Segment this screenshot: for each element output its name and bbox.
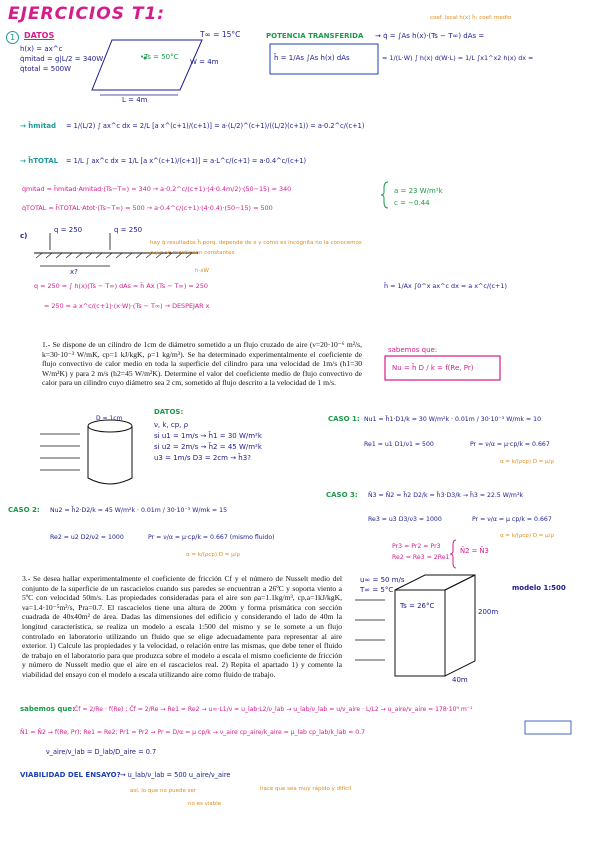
x-label: x? — [70, 268, 78, 276]
caso2-heading: CASO 2: — [8, 506, 40, 514]
hbar-def: h̄ = 1/As ∫As h(x) dAs — [274, 54, 350, 62]
caso1-nu: Nu1 = h̄1·D1/k = 30 W/m²k · 0.01m / 30·10⁻³ W/mk = 10 — [364, 416, 542, 423]
cf-eq: C̄f = 2/Re · f(Re) ; C̄f = 2/Re → Re1 = Re2 → u∞·L1/ν = u_lab·L2/ν_lab → u_lab/ν_lab = u/ν_aire · L/L2 → u_aire/ν_aire = 178·10⁹ m⁻¹ — [74, 706, 473, 713]
caso3-alpha-note: α = k/(ρcp) D = μ/ρ — [500, 533, 554, 539]
problem1-text: 1.- Se dispone de un cilindro de 1cm de diámetro sometido a un flujo cruzado de aire (ν=20·10⁻⁶ m²/s, k=30·10⁻³ W/mK, cp=1 kJ/kgK, ρ=1 kg/m³). Se ha determinado experimentalmente el coeficiente de flujo convectivo de calor medio en toda la superficie del cilindro para una velocidad de 1m/s (h1=30 W/m²K) y para 2 m/s (h2=45 W/m²K). Determine el valor del coeficiente medio de flujo convectivo de calor para un cilindro cuyo diámetro sea 2 cm, sometido al flujo descrito a la velocidad de 1 m/s. — [42, 340, 362, 388]
result-a: a = 23 W/m²k — [394, 187, 443, 195]
part-c-note1: hay q̇ resultados h̄ porq. depende de x y como es incógnita no la conocemos — [150, 240, 362, 246]
ts3-label: Ts = 26°C — [400, 602, 435, 610]
caso3-result: N̄2 = N̄3 — [460, 547, 489, 555]
ratio-box — [525, 721, 571, 734]
section-number: 1 — [6, 31, 19, 44]
caso1-alpha-note: α = k/(ρcp) D = μ/ρ — [500, 459, 554, 465]
hmitad-eq: = 1/(L/2) ∫ ax^c dx = 2/L [a x^(c+1)/(c+1)] = a·(L/2)^(c+1)/((L/2)(c+1)) = a·0.2^c/(c+1) — [66, 122, 365, 130]
hxw-note: h·xW — [195, 268, 209, 274]
result-brace — [381, 182, 388, 208]
part-c-label: c) — [20, 232, 28, 240]
caso3-brace — [450, 540, 456, 568]
viabilidad-eq: → u_lab/ν_lab = 500 u_aire/ν_aire — [120, 771, 231, 779]
given-qtotal: q̇total = 500W — [20, 65, 72, 73]
caso2-nu: Nu2 = h̄2·D2/k = 45 W/m²k · 0.01m / 30·10⁻³ W/mk = 15 — [50, 507, 228, 514]
caso1-heading: CASO 1: — [328, 415, 360, 423]
datos-1-item: si u2 = 2m/s → h̄2 = 45 W/m²k — [154, 443, 262, 451]
ratio-eq: ν_aire/ν_lab = D_lab/D_aire = 0.7 — [46, 748, 157, 756]
caso2-pr: Pr = ν/α = μ·cp/k = 0.667 (mismo fluido) — [148, 534, 275, 541]
caso3-pr: Pr = ν/α = μ cp/k = 0.667 — [472, 516, 552, 523]
given-h: h(x) = ax^c — [20, 45, 63, 53]
tinf3-label: T∞ = 5°C — [360, 586, 394, 594]
flow-arrows-1 — [40, 434, 80, 470]
height-label: 200m — [478, 608, 499, 616]
hbar-eq: = 1/(L·W) ∫ h(x) d(W·L) = 1/L ∫x1^x2 h(x) dx = — [382, 54, 534, 62]
sabemos-3: sabemos que: — [20, 705, 75, 713]
caso3-eq2: Re2 = Re3 = 2Re1 — [392, 554, 450, 561]
cyl-d-label: D = 1cm — [96, 415, 123, 422]
q250-b: q = 250 — [114, 226, 143, 234]
datos-1-item: u3 = 1m/s D3 = 2cm → h̄3? — [154, 454, 251, 462]
datos-heading: DATOS — [24, 31, 55, 40]
qmitad-eq: q̇mitad = h̄mitad·Amitad·(Ts−T∞) = 340 → a·0.2^c/(c+1)·(4·0.4m/2)·(50−15) = 340 — [22, 185, 292, 193]
building-top — [395, 575, 475, 590]
note-coef: coef. local h(x) h̄: coef. medio — [430, 15, 512, 21]
ts-label: •Ts = 50°C — [140, 53, 179, 61]
nu-definition: Nu = h̄ D / k = f(Re, Pr) — [392, 364, 474, 372]
tinf-label: T∞ = 15°C — [200, 30, 241, 39]
uinf-label: u∞ = 50 m/s — [360, 576, 405, 584]
modelo-label: modelo 1:500 — [512, 584, 566, 592]
caso1-re: Re1 = u1 D1/ν1 = 500 — [364, 441, 434, 448]
w-label: W = 4m — [190, 58, 219, 66]
page-title: EJERCICIOS T1: — [8, 4, 166, 24]
building-side — [445, 575, 475, 676]
width-label: 40m — [452, 676, 468, 684]
viabilidad-note3: así, lo que no puede ser — [130, 788, 197, 794]
datos-1-list — [154, 420, 262, 464]
potencia-eq: → q̇ = ∫As h(x)·(Ts − T∞) dAs = — [375, 32, 485, 40]
potencia-heading: POTENCIA TRANSFERIDA — [266, 32, 364, 40]
caso3-eq1: Pr3 = Pr2 = Pr3 — [392, 543, 441, 550]
viabilidad-note2: no es viable — [188, 801, 222, 807]
flow-arrows-3 — [355, 600, 385, 660]
htotal-eq: = 1/L ∫ ax^c dx = 1/L [a x^(c+1)/(c+1)] = a·L^c/(c+1) = a·0.4^c/(c+1) — [66, 157, 307, 165]
sabemos-1: sabemos que: — [388, 346, 438, 354]
problem3-text: 3.- Se desea hallar experimentalmente el coeficiente de fricción Cf y el número de Nusselt medio del conjunto de la superficie de un rascacielos cuando sus paredes se encuentran a 26ºC y soporta viento a 5ºC con velocidad 50m/s. Las propiedades consideradas para el aire son ρa=1.1kg/m³, cp,a=1kJ/kgK, νa=1.4·10⁻⁵m²/s, Pra=0.7. El rascacielos tiene una altura de 200m y forma prismática con sección cuadrada de 40x40m² de área. Dadas las dimensiones del edificio y considerando el lado de 40m la longitud característica, se realiza un modelo a escala 1:500 del mismo y se le somete a un flujo controlado en laboratorio utilizando un fluido que se elige adecuadamente para representar al aire exterior. 1) Calcule las propiedades y la velocidad, o relación entre las mismas, que debe tener el fluido de trabajo en el laboratorio para que produzca sobre el modelo a escala el mismo coeficiente de fricción y número de Nusselt medio que el aire en el rascacielos real. 2) Repita el apartado 1) y comente la viabilidad del ensayo con el modelo a escala utilizando aire como fluido de trabajo. — [22, 574, 342, 679]
q250-a: q = 250 — [54, 226, 83, 234]
datos-1-heading: DATOS: — [154, 408, 184, 416]
given-qmitad: q̇mitad = g|L/2 = 340W — [20, 55, 104, 63]
plate-shape — [92, 40, 202, 90]
htotal-label: → h̄TOTAL — [20, 157, 59, 165]
viabilidad-heading: VIABILIDAD DEL ENSAYO? — [20, 771, 121, 779]
part-c-note2: a y c se mantienen constantes — [150, 250, 235, 256]
caso2-alpha-note: α = k/(ρcp) D = μ/ρ — [186, 552, 240, 558]
caso3-heading: CASO 3: — [326, 491, 358, 499]
caso1-pr: Pr = ν/α = μ·cp/k = 0.667 — [470, 441, 550, 448]
viabilidad-note1: hace que sea muy rápido y difícil — [260, 786, 352, 792]
datos-1-item: si u1 = 1m/s → h̄1 = 30 W/m²k — [154, 432, 262, 440]
part-c-eq: q = 250 = ∫ h(x)(Ts − T∞) dAs = h̄ Ax (Ts − T∞) = 250 — [34, 282, 208, 290]
hbar-c: h̄ = 1/Ax ∫0^x ax^c dx = a x^c/(c+1) — [384, 282, 507, 290]
caso3-nu: N̄3 = N̄2 = h̄2 D2/k = h̄3·D3/k → h̄3 = 22.5 W/m²k — [368, 492, 524, 499]
hmitad-label: → h̄mitad — [20, 122, 57, 130]
nu-eq-3: N̄1 = N̄2 → f(Re, Pr); Re1 = Re2; Pr1 = Pr2 → Pr = D/α = μ cp/k → ν_aire cp_aire/k_aire = μ_lab cp_lab/k_lab = 0.7 — [20, 729, 365, 736]
caso2-re: Re2 = u2 D2/ν2 = 1000 — [50, 534, 124, 541]
qtotal-eq: q̇TOTAL = h̄TOTAL·Atot·(Ts−T∞) = 500 → a·0.4^c/(c+1)·(4·0.4)·(50−15) = 500 — [22, 204, 273, 212]
result-c: c = −0.44 — [394, 199, 430, 207]
l-label: L = 4m — [122, 96, 148, 104]
part-c-eq2: = 250 = a x^c/(c+1)·(x·W)·(Ts − T∞) → DESPEJAR x — [44, 302, 210, 310]
caso3-re: Re3 = u3 D3/ν3 = 1000 — [368, 516, 442, 523]
datos-1-item: ν, k, cp, ρ — [154, 421, 189, 429]
cylinder-body — [88, 426, 132, 484]
